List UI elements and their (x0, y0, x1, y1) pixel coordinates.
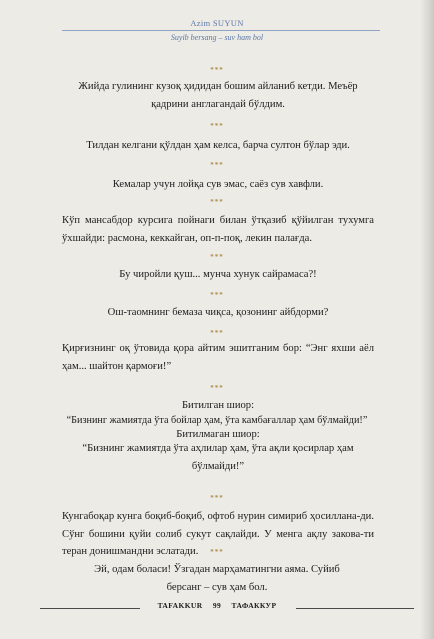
slogan-text: “Бизнинг жамиятда ўта бойлар ҳам, ўта камбағаллар ҳам бўлмайди!” (66, 415, 368, 426)
header-rule (62, 30, 380, 31)
slogan-text: “Бизнинг жамиятда ўта аҳлилар ҳам, ўта ақли қосирлар ҳам бўлмайди!” (82, 443, 354, 472)
slogan-label: Битилган шиор: (181, 400, 255, 411)
aphorism-paragraph: Кўп мансабдор курсига пойнаги билан ўтқазиб қўйилган тухумга ўхшайди: расмона, кеккайган, оп-п-поқ, лекин палағда. (62, 215, 374, 244)
aphorism-paragraph: Қирғизнинг оқ ўтовида қора айтим эшитганим бор: “Энг яхши аёл ҳам... шайтон қармоғи!” (62, 343, 374, 372)
footer-right-title: ТАФАККУР (231, 601, 277, 610)
page-edge-shadow (420, 0, 434, 639)
aphorism-paragraph: Жийда гулининг кузоқ ҳидидан бошим айланиб кетди. Меъёр қадрини англагандай бўлдим. (78, 81, 358, 110)
header-author: Azim SUYUN (190, 18, 244, 28)
aphorism-paragraph: Бу чиройли қуш... мунча хунук сайрамаса?! (119, 269, 317, 280)
separator-stars: *** (210, 329, 224, 337)
page-number: 99 (212, 601, 222, 610)
aphorism-paragraph: Эй, одам боласи! Ўзгадан марҳаматингни аяма. Суйиб берсанг – сув ҳам бол. (94, 564, 340, 593)
separator-stars: *** (210, 291, 224, 299)
aphorism-paragraph: Тилдан келгани қўлдан ҳам келса, барча султон бўлар эди. (86, 140, 350, 151)
separator-stars: *** (210, 122, 224, 130)
separator-stars: *** (210, 161, 224, 169)
footer-left-title: TAFAKKUR (157, 601, 203, 610)
separator-stars: *** (210, 253, 224, 261)
slogan-label: Битилмаган шиор: (176, 429, 260, 440)
header-title: Suyib bersang – suv ham bol (170, 33, 264, 42)
separator-stars: *** (210, 548, 224, 556)
separator-stars: *** (210, 384, 224, 392)
aphorism-paragraph: Кунгабоқар кунга боқиб-боқиб, офтоб нурин симириб ҳосиллана-ди. Сўнг бошини қуйи солиб сукут сақлайди. У менга ақлу закова-ти теран донишмандни эслатади. (62, 511, 374, 557)
aphorism-paragraph: Кемалар учун лойқа сув эмас, саёз сув хавфли. (112, 179, 324, 190)
separator-stars: *** (210, 66, 224, 74)
separator-stars: *** (210, 494, 224, 502)
aphorism-paragraph: Ош-таомнинг бемаза чиқса, қозонинг айбдорми? (107, 307, 329, 318)
separator-stars: *** (210, 198, 224, 206)
footer (0, 601, 434, 610)
